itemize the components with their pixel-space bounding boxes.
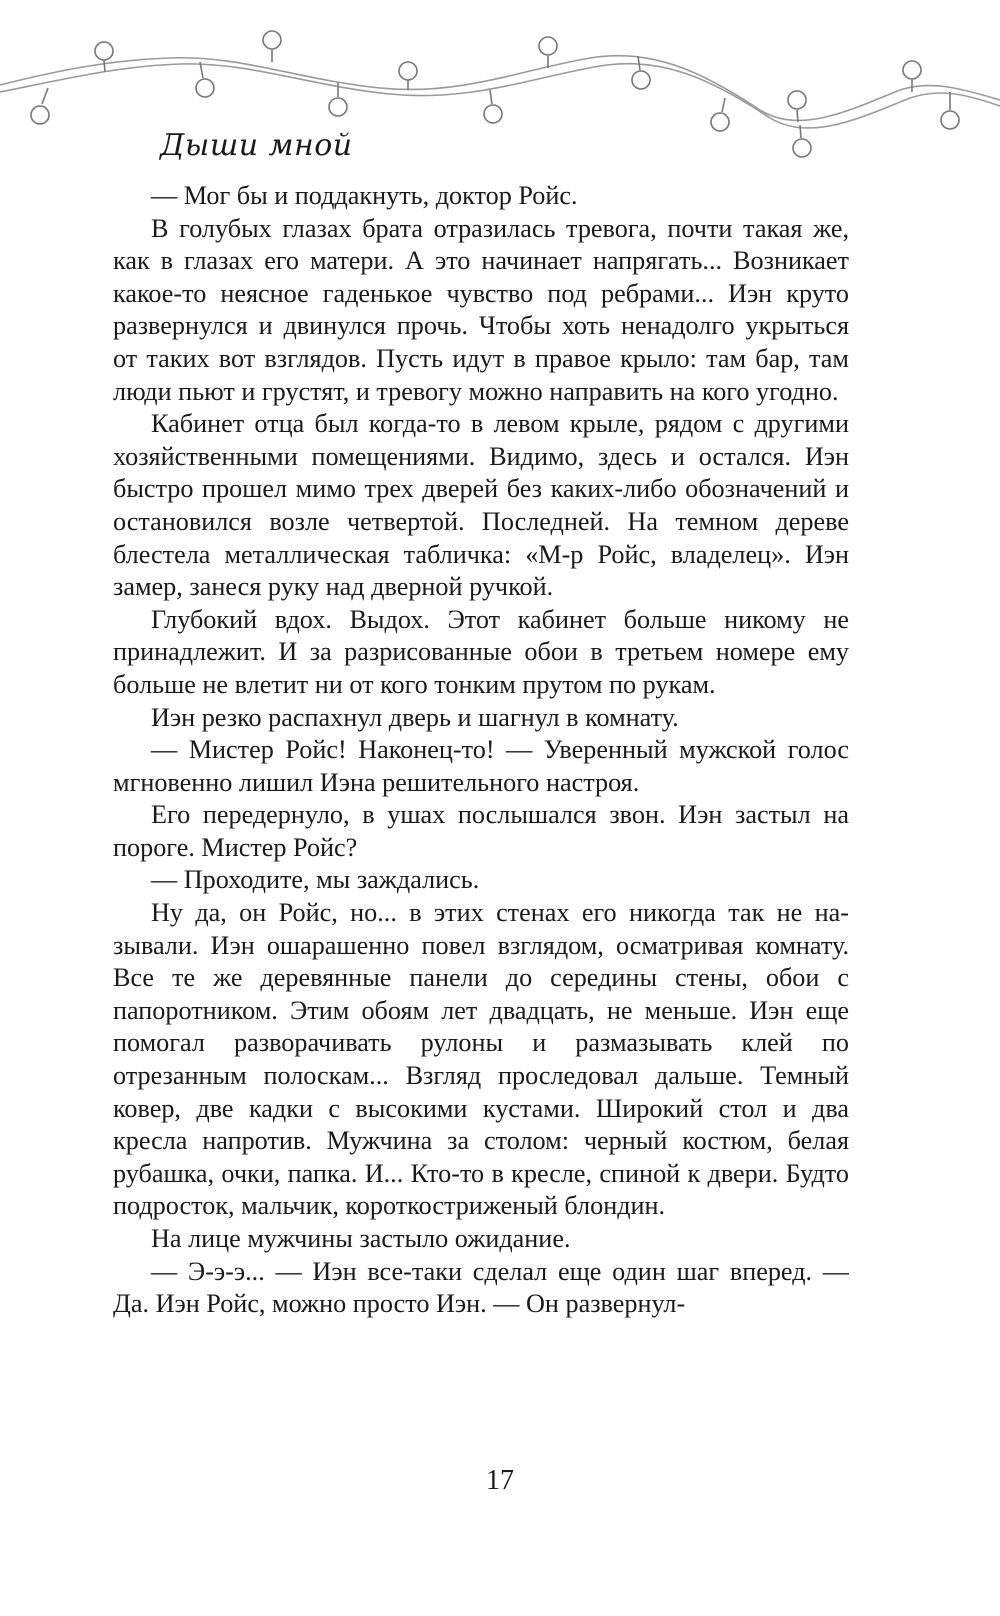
body-text [113, 180, 849, 1321]
paragraph: Глубокий вдох. Выдох. Этот кабинет больше никому не принадлежит. И за разрисованные обои в третьем номере ему больше не влетит ни от кого тонким прутом по рукам. [113, 604, 849, 699]
paragraph: — Мог бы и поддакнуть, доктор Ройс. [151, 181, 578, 210]
paragraph: Кабинет отца был когда-то в левом крыле, рядом с другими хозяйственными помещениями. Видимо, здесь и остался. Иэн быстро прошел мимо трех дверей без каких-либо обозначений и остановился возле четвертой. Последней. На темном дереве блестела металлическая табличка: «М-р Ройс, владелец». Иэн замер, занеся руку над дверной ручкой. [113, 409, 849, 602]
running-title: Дыши мной [160, 128, 353, 163]
paragraph: На лице мужчины застыло ожидание. [151, 1224, 571, 1253]
paragraph: В голубых глазах брата отразилась тревога, почти такая же, как в глазах его матери. А это начинает напрягать... Возникает какое-то неясное гаденькое чувство под ребрами... Иэн круто развернулся и двинулся прочь. Чтобы хоть ненадолго укрыться от таких вот взглядов. Пусть идут в правое крыло: там бар, там люди пьют и грустят, и тревогу можно направить на кого угодно. [113, 213, 849, 406]
paragraph: — Мистер Ройс! Наконец-то! — Уверенный мужской голос мгновенно лишил Иэна решительного настроя. [113, 735, 849, 797]
paragraph: — Проходите, мы заждались. [151, 865, 480, 895]
paragraph: Его передернуло, в ушах послышался звон. Иэн застыл на пороге. Мистер Ройс? [113, 800, 849, 862]
paragraph: — Э-э-э... — Иэн все-таки сделал еще один шаг вперед. — Да. Иэн Ройс, можно просто Иэн. — Он развернул- [113, 1256, 849, 1319]
paragraph: Иэн резко распахнул дверь и шагнул в комнату. [151, 702, 679, 732]
page-number: 17 [486, 1465, 514, 1496]
string-lights-icon [0, 0, 1000, 170]
paragraph: Ну да, он Ройс, но... в этих стенах его никогда так не называли. Иэн ошарашенно повел взглядом, осматривая комнату. Все те же деревянные панели до середины стены, обои с папоротником. Этим обоям лет двадцать, не меньше. Иэн еще помогал разворачивать рулоны и размазывать клей по отрезанным полоскам... Взгляд проследовал дальше. Темный ковер, две кадки с высокими кустами. Широкий стол и два кресла напротив. Мужчина за столом: черный костюм, белая рубашка, очки, папка. И... Кто-то в кресле, спиной к двери. Будто подросток, мальчик, короткостриженый блондин. [113, 898, 849, 1221]
